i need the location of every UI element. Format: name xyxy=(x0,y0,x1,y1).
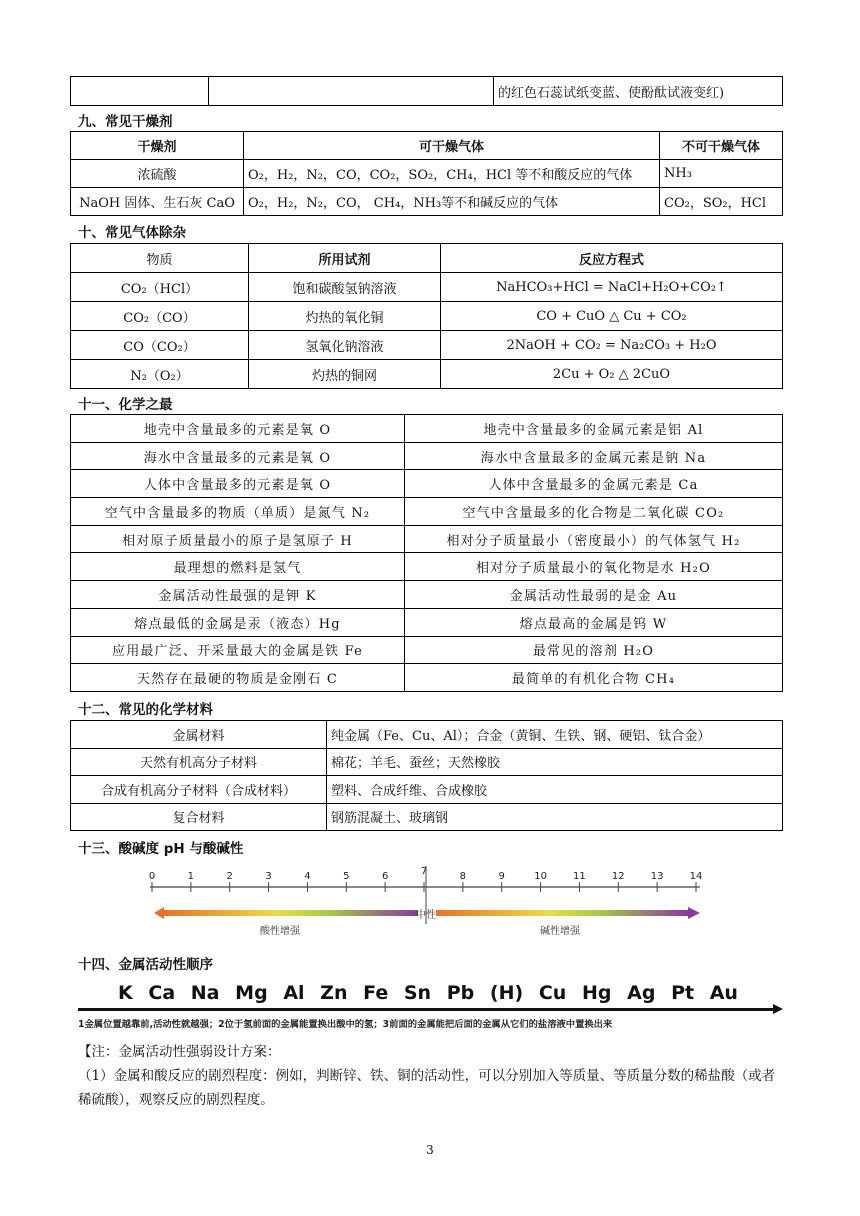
table-cell: O₂，H₂，N₂，CO，CO₂，SO₂，CH₄，HCl 等不和酸反应的气体 xyxy=(244,160,660,188)
ph-tick-label: 13 xyxy=(650,871,664,882)
gas-purification-table xyxy=(70,243,783,389)
activity-arrowhead xyxy=(773,1004,783,1014)
table-cell: 2NaOH + CO₂ = Na₂CO₃ + H₂O xyxy=(441,331,783,360)
table-cell: 熔点最低的金属是汞（液态）Hg xyxy=(71,608,405,636)
table-cell: 海水中含量最多的金属元素是钠 Na xyxy=(405,442,783,470)
table-cell: N₂（O₂） xyxy=(71,360,249,389)
table-cell: 最简单的有机化合物 CH₄ xyxy=(405,664,783,692)
table-cell: 天然有机高分子材料 xyxy=(71,748,327,776)
metal-symbol: Cu xyxy=(538,982,567,1004)
table-cell: 金属活动性最弱的是金 Au xyxy=(405,581,783,609)
section-heading-metal-activity: 十四、金属活动性顺序 xyxy=(78,957,213,973)
header-reagent: 所用试剂 xyxy=(249,244,441,273)
table-cell: 最理想的燃料是氢气 xyxy=(71,553,405,581)
ph-tick-label: 9 xyxy=(498,871,505,882)
table-cell: 金属材料 xyxy=(71,721,327,749)
metal-symbol: Pt xyxy=(671,982,695,1004)
metal-symbol: Pb xyxy=(446,982,475,1004)
table-cell: 地壳中含量最多的金属元素是铝 Al xyxy=(405,415,783,443)
ph-tick-label: 4 xyxy=(304,871,311,882)
empty-cell xyxy=(71,77,209,106)
page-number: 3 xyxy=(426,1143,434,1157)
base-label: 碱性增强 xyxy=(540,926,580,937)
table-cell: CO₂（CO） xyxy=(71,302,249,331)
table-cell: 应用最广泛、开采量最大的金属是铁 Fe xyxy=(71,636,405,664)
metal-symbol: Al xyxy=(283,982,305,1004)
metals-row xyxy=(118,982,738,1008)
ph-tick-label: 8 xyxy=(459,871,467,882)
table-cell: 人体中含量最多的元素是氧 O xyxy=(71,470,405,498)
section-heading-chemical-materials: 十二、常见的化学材料 xyxy=(78,702,213,718)
metal-symbol: Ag xyxy=(627,982,656,1004)
table-cell: 熔点最高的金属是钨 W xyxy=(405,608,783,636)
header-desiccant: 干燥剂 xyxy=(71,132,244,160)
table-cell: 钢筋混凝土、玻璃钢 xyxy=(327,803,783,831)
table-cell: 灼热的铜网 xyxy=(249,360,441,389)
table-cell: 棉花；羊毛、蚕丝；天然橡胶 xyxy=(327,748,783,776)
table-cell: 空气中含量最多的化合物是二氧化碳 CO₂ xyxy=(405,498,783,526)
table-cell: NaOH 固体、生石灰 CaO xyxy=(71,188,244,216)
metal-symbol: Na xyxy=(190,982,220,1004)
table-cell: 2Cu + O₂ △ 2CuO xyxy=(441,360,783,389)
header-cannot-dry: 不可干燥气体 xyxy=(660,132,783,160)
base-gradient-bar xyxy=(436,910,688,916)
table-cell: 相对原子质量最小的原子是氢原子 H xyxy=(71,525,405,553)
table-cell: CO₂（HCl） xyxy=(71,273,249,302)
table-cell: 灼热的氧化铜 xyxy=(249,302,441,331)
metal-symbol: Sn xyxy=(403,982,432,1004)
ph-tick-label: 11 xyxy=(573,871,586,882)
table-cell: 氢氧化钠溶液 xyxy=(249,331,441,360)
table-cell: 空气中含量最多的物质（单质）是氮气 N₂ xyxy=(71,498,405,526)
metal-symbol: Zn xyxy=(320,982,348,1004)
table-cell: 人体中含量最多的金属元素是 Ca xyxy=(405,470,783,498)
ph-tick-label: 12 xyxy=(611,871,625,882)
table-cell: 地壳中含量最多的元素是氧 O xyxy=(71,415,405,443)
section-heading-ph-scale: 十三、酸碱度 pH 与酸碱性 xyxy=(78,841,244,857)
table-cell: CO + CuO △ Cu + CO₂ xyxy=(441,302,783,331)
ph-tick-label: 7 xyxy=(420,866,428,877)
note-body: （1）金属和酸反应的剧烈程度：例如，判断锌、铁、铜的活动性，可以分别加入等质量、等质量分数的稀盐酸（或者稀硫酸），观察反应的剧烈程度。 xyxy=(78,1068,776,1108)
acid-gradient-bar xyxy=(164,910,418,916)
continuation-text: 的红色石蕊试纸变蓝、使酚酞试液变红) xyxy=(494,77,783,106)
table-cell: O₂，H₂，N₂，CO， CH₄，NH₃等不和碱反应的气体 xyxy=(244,188,660,216)
acid-label: 酸性增强 xyxy=(260,926,300,937)
activity-series-figure xyxy=(78,978,783,1034)
superlatives-table xyxy=(70,414,783,692)
table-cell: 相对分子质量最小（密度最小）的气体氢气 H₂ xyxy=(405,525,783,553)
section-heading-gas-purification: 十、常见气体除杂 xyxy=(78,225,186,241)
empty-cell xyxy=(209,77,494,106)
table-cell: 海水中含量最多的元素是氧 O xyxy=(71,442,405,470)
header-substance: 物质 xyxy=(71,244,249,273)
table-cell: 浓硫酸 xyxy=(71,160,244,188)
metal-symbol: Mg xyxy=(235,982,268,1004)
section-heading-desiccants: 九、常见干燥剂 xyxy=(78,114,173,130)
neutral-label: 中性 xyxy=(416,910,436,921)
ph-tick-label: 5 xyxy=(343,871,350,882)
table-cell: 饱和碳酸氢钠溶液 xyxy=(249,273,441,302)
table-cell: 最常见的溶剂 H₂O xyxy=(405,636,783,664)
note-title: 【注：金属活动性强弱设计方案： xyxy=(78,1044,281,1060)
ph-scale-figure xyxy=(140,862,710,942)
metal-symbol: Fe xyxy=(363,982,389,1004)
metal-symbol: K xyxy=(118,982,133,1004)
section-heading-chemistry-superlatives: 十一、化学之最 xyxy=(78,397,173,413)
desiccant-table xyxy=(70,131,783,216)
table-cell: 相对分子质量最小的氧化物是水 H₂O xyxy=(405,553,783,581)
top-continuation-table xyxy=(70,76,783,106)
ph-tick-label: 6 xyxy=(381,871,389,882)
ph-tick-label: 2 xyxy=(226,871,233,882)
table-cell: 金属活动性最强的是钾 K xyxy=(71,581,405,609)
table-cell: CO（CO₂） xyxy=(71,331,249,360)
metal-symbol: Hg xyxy=(581,982,612,1004)
header-can-dry: 可干燥气体 xyxy=(244,132,660,160)
table-cell: 合成有机高分子材料（合成材料） xyxy=(71,776,327,804)
metal-symbol: Au xyxy=(709,982,738,1004)
table-cell: 复合材料 xyxy=(71,803,327,831)
table-cell: 塑料、合成纤维、合成橡胶 xyxy=(327,776,783,804)
ph-tick-label: 10 xyxy=(534,871,547,882)
table-cell: NaHCO₃+HCl = NaCl+H₂O+CO₂↑ xyxy=(441,273,783,302)
metal-symbol: Ca xyxy=(148,982,176,1004)
ph-tick-label: 3 xyxy=(265,871,272,882)
header-equation: 反应方程式 xyxy=(441,244,783,273)
table-cell: CO₂，SO₂，HCl xyxy=(660,188,783,216)
base-arrowhead xyxy=(688,907,700,919)
acid-arrowhead xyxy=(154,907,164,919)
ph-tick-label: 0 xyxy=(148,871,156,882)
metal-symbol: (H) xyxy=(489,982,524,1004)
activity-caption: 1金属位置越靠前,活动性就越强；2位于氢前面的金属能置换出酸中的氢；3前面的金属能把后面的金属从它们的盐溶液中置换出来 xyxy=(78,1019,613,1030)
table-cell: 天然存在最硬的物质是金刚石 C xyxy=(71,664,405,692)
activity-arrow-line xyxy=(78,1008,776,1011)
materials-table xyxy=(70,720,783,831)
ph-tick-label: 1 xyxy=(187,871,195,882)
table-cell: NH₃ xyxy=(660,160,783,188)
ph-tick-label: 14 xyxy=(689,871,703,882)
table-cell: 纯金属（Fe、Cu、Al）；合金（黄铜、生铁、钢、硬铝、钛合金） xyxy=(327,721,783,749)
